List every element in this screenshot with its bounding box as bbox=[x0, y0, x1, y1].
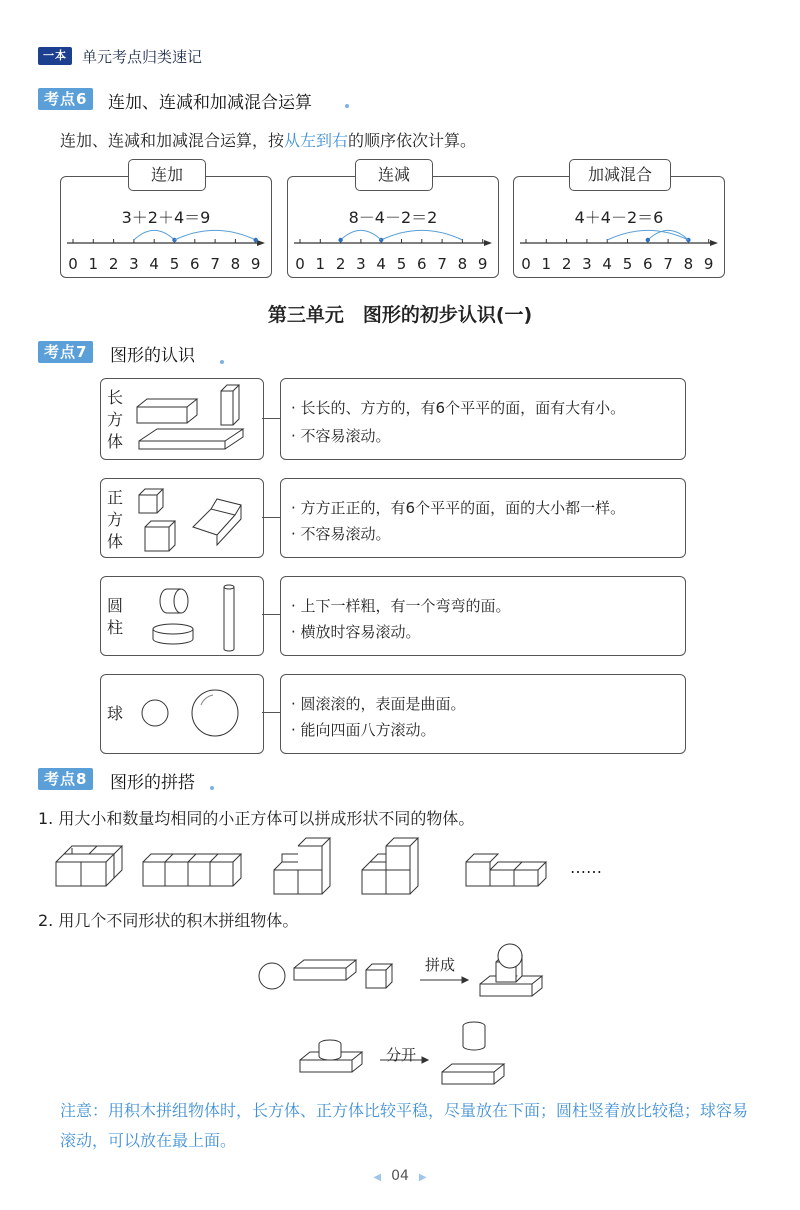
tick-label-9: 9 bbox=[250, 255, 261, 273]
tick-label-7: 7 bbox=[437, 255, 447, 273]
decor-dot bbox=[220, 360, 224, 364]
add-number-line bbox=[61, 177, 271, 277]
axis-arrow bbox=[710, 240, 718, 246]
sub-label: 连减 bbox=[355, 159, 433, 191]
tick-label-3: 3 bbox=[582, 255, 592, 273]
tick-label-8: 8 bbox=[230, 255, 241, 273]
cuboid-icon bbox=[101, 379, 261, 459]
item-2-text: 2. 用几个不同形状的积木拼组物体。 bbox=[38, 911, 299, 930]
tick-label-3: 3 bbox=[356, 255, 366, 273]
cylinder-desc-box bbox=[280, 576, 686, 656]
cube-figure-box bbox=[100, 478, 264, 558]
cylinder-icon bbox=[101, 577, 261, 655]
mix-label: 加减混合 bbox=[569, 159, 671, 191]
cube-label: 正方体 bbox=[107, 488, 124, 551]
sphere-desc-box bbox=[280, 674, 686, 754]
cylinder-desc-2: · 横放时容易滚动。 bbox=[291, 623, 421, 641]
note-text: 注意：用积木拼组物体时，长方体、正方体比较平稳，尽量放在下面；圆柱竖着放比较稳；球容易滚动，可以放在最上面。 bbox=[60, 1101, 749, 1150]
sphere-desc-2: · 能向四面八方滚动。 bbox=[291, 721, 436, 739]
jump-end-1 bbox=[254, 238, 258, 242]
cube-arrangements-icon bbox=[0, 830, 800, 900]
connector-line bbox=[262, 517, 280, 518]
tick-label-1: 1 bbox=[88, 255, 99, 273]
cuboid-label: 长方体 bbox=[107, 388, 124, 451]
mix-equation: 4＋4－2＝6 bbox=[574, 208, 664, 227]
tick-label-6: 6 bbox=[643, 255, 653, 273]
section-6-title: 连加、连减和加减混合运算 bbox=[108, 93, 312, 113]
mix-number-line bbox=[514, 177, 724, 277]
cube-desc-2: · 不容易滚动。 bbox=[291, 525, 391, 543]
cube-desc-box bbox=[280, 478, 686, 558]
connector-line bbox=[262, 418, 280, 419]
tick-label-4: 4 bbox=[149, 255, 159, 273]
tick-label-2: 2 bbox=[108, 255, 119, 273]
mix-numberline-box bbox=[513, 165, 725, 278]
item-1-text: 1. 用大小和数量均相同的小正方体可以拼成形状不同的物体。 bbox=[38, 809, 475, 828]
arrow-label-split: 分开 bbox=[386, 1046, 417, 1064]
connector-line bbox=[262, 614, 280, 615]
sub-number-line bbox=[288, 177, 498, 277]
axis-arrow bbox=[484, 240, 492, 246]
section-6-tag: 考点6 bbox=[38, 88, 93, 110]
page-number: ◀ 04 ▶ bbox=[373, 1168, 427, 1184]
sub-equation: 8－4－2＝2 bbox=[348, 208, 438, 227]
cylinder-label: 圆柱 bbox=[107, 596, 124, 637]
tick-label-9: 9 bbox=[477, 255, 488, 273]
jump-arc-0 bbox=[381, 230, 462, 240]
decor-dot bbox=[210, 786, 214, 790]
arrow-label-combine: 拼成 bbox=[425, 956, 456, 974]
sphere-label: 球 bbox=[107, 704, 124, 723]
ellipsis-text: …… bbox=[570, 858, 602, 877]
sphere-desc-1: · 圆滚滚的，表面是曲面。 bbox=[291, 695, 466, 713]
book-logo: 一本 bbox=[38, 47, 72, 65]
cylinder-desc-1: · 上下一样粗，有一个弯弯的面。 bbox=[291, 597, 511, 615]
section-8-tag: 考点8 bbox=[38, 768, 93, 790]
sphere-figure-box bbox=[100, 674, 264, 754]
cube-icon bbox=[101, 479, 261, 557]
tick-label-8: 8 bbox=[457, 255, 468, 273]
section-7-title: 图形的认识 bbox=[110, 346, 195, 366]
highlight-text: 从左到右 bbox=[284, 131, 349, 150]
tick-label-0: 0 bbox=[521, 255, 531, 273]
cylinder-figure-box bbox=[100, 576, 264, 656]
block-combine-illustration bbox=[0, 930, 800, 1090]
jump-arc-1 bbox=[648, 230, 689, 240]
add-equation: 3＋2＋4＝9 bbox=[121, 208, 211, 227]
tick-label-6: 6 bbox=[190, 255, 200, 273]
section-6-intro: 连加、连减和加减混合运算，按从左到右的顺序依次计算。 bbox=[60, 131, 477, 150]
sphere-icon bbox=[101, 675, 261, 753]
tick-label-7: 7 bbox=[210, 255, 220, 273]
jump-arc-0 bbox=[134, 230, 175, 240]
section-8-title: 图形的拼搭 bbox=[110, 773, 195, 793]
add-numberline-box bbox=[60, 165, 272, 278]
tick-label-4: 4 bbox=[602, 255, 612, 273]
cuboid-desc-1: · 长长的、方方的，有6个平平的面，面有大有小。 bbox=[291, 399, 626, 417]
tick-label-2: 2 bbox=[335, 255, 346, 273]
connector-line bbox=[262, 712, 280, 713]
cuboid-desc-box bbox=[280, 378, 686, 460]
section-7-tag: 考点7 bbox=[38, 341, 93, 363]
tick-label-1: 1 bbox=[541, 255, 552, 273]
tick-label-2: 2 bbox=[561, 255, 572, 273]
jump-arc-1 bbox=[341, 230, 382, 240]
jump-end-1 bbox=[646, 238, 650, 242]
tick-label-0: 0 bbox=[68, 255, 78, 273]
tick-label-1: 1 bbox=[315, 255, 326, 273]
unit-title: 第三单元 图形的初步认识(一) bbox=[267, 304, 533, 326]
tick-label-5: 5 bbox=[396, 255, 407, 273]
jump-end-1 bbox=[338, 238, 342, 242]
tick-label-0: 0 bbox=[295, 255, 305, 273]
sub-numberline-box bbox=[287, 165, 499, 278]
add-label: 连加 bbox=[128, 159, 206, 191]
tick-label-7: 7 bbox=[663, 255, 673, 273]
tick-label-3: 3 bbox=[129, 255, 139, 273]
tick-label-8: 8 bbox=[683, 255, 694, 273]
tick-label-9: 9 bbox=[703, 255, 714, 273]
tick-label-4: 4 bbox=[376, 255, 386, 273]
cube-desc-1: · 方方正正的，有6个平平的面，面的大小都一样。 bbox=[291, 499, 626, 517]
decor-dot bbox=[345, 104, 349, 108]
cuboid-desc-2: · 不容易滚动。 bbox=[291, 427, 391, 445]
tick-label-5: 5 bbox=[169, 255, 180, 273]
jump-arc-1 bbox=[175, 230, 256, 240]
tick-label-5: 5 bbox=[622, 255, 633, 273]
axis-arrow bbox=[257, 240, 265, 246]
cuboid-figure-box bbox=[100, 378, 264, 460]
tick-label-6: 6 bbox=[417, 255, 427, 273]
header-title: 单元考点归类速记 bbox=[82, 48, 203, 66]
